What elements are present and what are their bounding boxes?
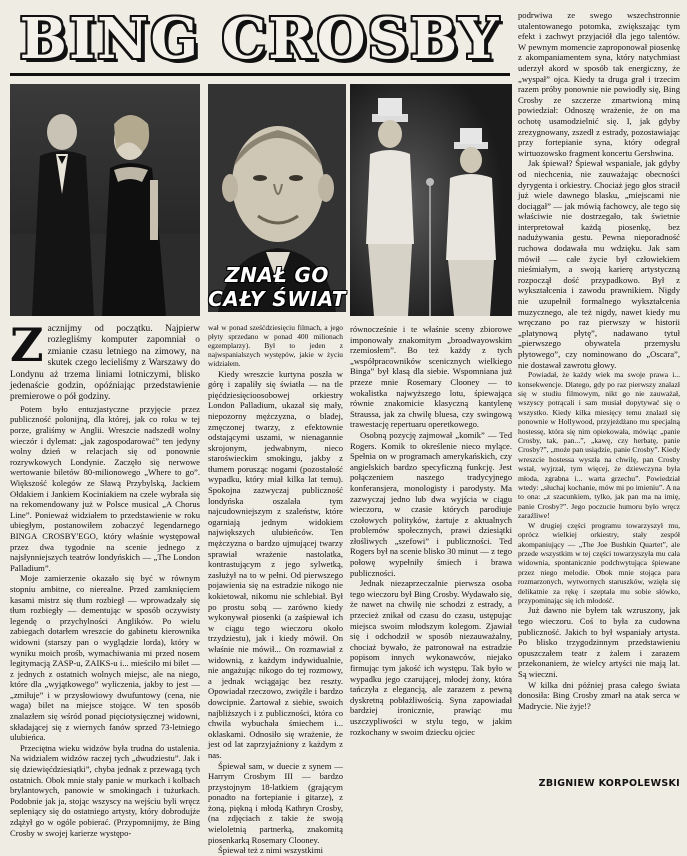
- article-column-1: [10, 318, 200, 838]
- photo-stage-duo: [350, 84, 512, 316]
- paragraph: Jak śpiewał? Śpiewał wspaniale, jak gdyby od niechcenia, nie zauważając obecności dyrygenta i orkiestry. Chociaż jego głos stracił już wiele dawnego blasku, „miejscami nie dociągał” — jak mówią fachowcy, ale tego się właściwie nie dostrzegało, tak świetnie interpretował każdą piosenkę, bez nadużywania gestu. Pewna nieporadność ruchowa dodawała mu wdzięku. Jak sam mówił — całe życie był człowiekiem nieśmiałym, a swoją karierę artystyczną rozpoczął dość przypadkowo. Był z wykształcenia i zawodu prawnikiem. Nigdy nie uzupełnił formalnego wykształcenia muzycznego, ale też nigdy, nawet kiedy mu wręczano po raz pierwszy w historii „platynową płytę”, nadawano tytuł „pierwszego obywatela przemysłu płytowego”, czy nominowano do „Oscara”, nie dostawał zawrotu głowy.: [518, 158, 680, 370]
- drop-cap: Z: [10, 318, 44, 372]
- author-signature: ZBIGNIEW KORPOLEWSKI: [538, 778, 680, 789]
- paragraph: Moje zamierzenie okazało się być w równym stopniu ambitne, co nierealne. Przed zamknięciem kasami mistrz się tłum rozbiegł — wprowadzały się tłum rozbiegły — dementując w sposób oczywisty legendę o przychylności Anglików. Po wielu zabiegach dotarłem wreszcie do gabinetu kierownika widowni (starszy pan o wyglądzie lorda), który w wyniku moich prośb, wymachiwania mi przed nosem legitymacją ZASP-u, ZAIKS-u i... mieściło mi bilet — z jednych z ostatnich wolnych miejsc, ale na niego, które dla „wyjątkowego” wyliczenia, jakby to jest — „zmiłuje” i w przysłowiowy dwufuntowy (cena, nie waga) bilet na miejsce stojące. W ten sposób znalazłem się wśród ponad pięciotysięcznej widowni, składającej się z wiernych fanów sprzed 73-letniego ulubieńca.: [10, 573, 200, 743]
- paragraph: Osobną pozycję zajmował „komik” — Ted Rogers. Komik to określenie nieco mylące. Spełnia on w programach amerykańskich, czy angielskich bardzo specyficzną funkcję. Jest połączeniem naszego tradycyjnego konferansjera, monologisty i parodysty. Ma zazwyczaj jedno lub dwa wyjścia w ciągu wieczoru, w czasie których parodiuje czołowych polityków, żartuje z aktualnych problemów społecznych, prawi dziesiątki złośliwych „szefowi” i publiczności. Ted Rogers był na scenie blisko 30 minut — z tego połowę wypełniły śmiech i brawa publiczności.: [350, 429, 512, 578]
- stage-photo-image: [350, 84, 512, 316]
- headline-line-1: ZNAŁ GO: [225, 263, 329, 287]
- paragraph: Śpiewał też z nimi wszystkimi: [218, 845, 324, 856]
- paragraph: W drugiej części programu towarzyszył mu, oprócz wielkiej orkiestry, stały zespół akompaniujący — „The Joe Bushkin Quartet”, ale przede wszystkim w tej części towarzyszyła mu cała widownia, spontanicznie podchwytująca śpiewane przez niego melodie. Obok mnie stojąca para rozmarzonych, wytwornych staruszków, wzięła się delikatnie za rękę i szeptała mu sobie słówko, przypominając się ich młodość.: [518, 520, 680, 605]
- paragraph: W kilka dni później prasa całego świata donosiła: Bing Crosby zmarł na atak serca w Madrycie. Nie żyje!?: [518, 679, 680, 711]
- lead-text: acznijmy od początku. Najpierw rozlegliśmy komputer zapomniał o zmianie czasu letniego na zimowy, na skutek czego lecieliśmy z Warszawy do Londynu aż trzema liniami lotniczymi, blisko jedenaście godzin, opóźniając przedstawienie premierowe o pół godziny.: [10, 324, 200, 403]
- paragraph: Kiedy wreszcie kurtyna poszła w górę i zapaliły się światła — na tle pięćdziesięcioosobowej orkiestry London Palladium, ukazał się mały, niepozorny mężczyzna, o bladej, zmęczonej twarzy, z efektownie odstającymi uszami, w nienagannie skrojonym, jedwabnym, nieco staroświeckim smokingu, jakby z tłumem porusząc nogami (pozostałość wypadku, który miał kilka lat temu). Spokojna zazwyczaj publiczność londyńska oszalała tym najcudowniejszym z szaleństw, które ogarniają jednym widokiem największych ulubieńców. Ten mężczyzna o bardzo ujmującej twarzy sprawiał wrażenie nastolatka, kontrastującym z jego sylwetką, zasłużył na to w pełni. Od pierwszego pojawienia się na estradzie nikogo nie kokietował, nikomu nie schlebiał. Był po prostu sobą — zarówno kiedy wykonywał piosenki (a zaśpiewał ich w ciągu tego wieczoru około trzydziestu), jak i kiedy mówił. On właśnie nie mówił... On rozmawiał z widownią, z każdym indywidualnie, nie angażując nikogo do tej rozmowy, a jednak wciągając bez reszty. Opowiadał rzeczowo, zwięźle i bardzo dowcipnie. Żartował z siebie, swoich najbliższych i z publiczności, która co chwila wybuchała śmiechem i... oklaskami. Odnosiło się wrażenie, że jest od lat zaprzyjaźniony z każdym z nas.: [208, 368, 343, 760]
- headline: [208, 263, 346, 317]
- paragraph: Powiadał, że każdy wiek ma swoje prawa i... konsekwencje. Dlatego, gdy po raz pierwszy znalazł się w studiu filmowym, nikt go nie zauważał, wszyscy potrącali i sam musiał dopytywać się o wszystko. Kiedy kilka miesięcy temu znalazł się ponownie w Hollywood, przyjeżdżano mu specjalną hostessę, która się nim opiekowała, mówiąc „panie Crosby, tak, pan...”, „kawę, czy herbatę, panie Crosby?”, „może pan usiądzie, panie Crosby”. Kiedy wreszcie hostessa wyszła na chwilę, pan Crosby wstał, wyjrzał, tym więcej, że dziewczyna była młoda, zgrabna i... warta grzechu”. Powiedział wtedy: „słuchaj kochanie, mów mi po imieniu”. A na to ona: „z szacunkiem, tylko, jak pan ma na imię, panie Crosby?”. Jego poczucie humoru było wręcz zaraźliwe!: [518, 370, 680, 521]
- paragraph: Już dawno nie byłem tak wzruszony, jak tego wieczoru. Coś to była za cudowna publiczność. Jakich to był wspaniały artysta. Po blisko trzygodzinnym przedstawieniu opuszczałem teatr z żalem i zarazem przekonaniem, że wielcy artyści nie mają lat. Są wieczni.: [518, 605, 680, 679]
- paragraph: Jednak niezaprzeczalnie pierwsza osoba tego wieczoru był Bing Crosby. Wydawało się, że nawet na chwilę nie schodzi z estrady, a przecież znikał od czasu do czasu, ustępując miejsca swoim młodszym kolegom. Zjawiał się i odchodził w sposób niezauważalny, chociaż bywało, że patronował na estradzie popisom innych wykonawców, niejako firmując tym jakość ich występu. Tak było w wypadku jego czarującej, młodej żony, która tańczyła z elegancją, ale zarazem z pewną dyskretną pobłażliwością. Syna zapowiadał bardziej ironicznie, prawiąc mu uszczypliwości w stylu tego, w jakim rozkochany w swoim dziecku ojciec: [350, 578, 512, 737]
- masthead: [10, 6, 510, 76]
- photo-couple: [10, 84, 200, 316]
- headline-line-2: CAŁY ŚWIAT: [208, 287, 346, 311]
- article-column-2: [208, 323, 343, 856]
- lead-paragraph: [10, 318, 200, 404]
- paragraph: Potem było entuzjastyczne przyjęcie przez publiczność polonijną, dla której, jak co roku w tej porze, graliśmy w Anglii. Wreszcie nadszedł wolny wieczór i dylemat: „jak zagospodarować” ten jedyny wolny dzień w relacjach się od ponownie rozrywkowych Londynie. Zaczęło się nerwowe wertowanie biletów 80-milionowego „Where to go”. Większość kolegów ze Sławą Przybylską, Jackiem Ołdakiem i Jankiem Kociniakiem na czele wybrała się na rekomendowany już w Polsce musical „A Chorus Line”. Ponieważ widziałem to przedstawienie w roku ubiegłym, postanowiłem zobaczyć legendarnego BINGA CROSBY'EGO, który właśnie występował przez dwa tygodnie na scenie jednego z najsłynniejszych teatrów londyńskich — „The London Palladium”.: [10, 403, 200, 573]
- article-title: BING CROSBY: [10, 6, 510, 72]
- continuation-paragraph: wał w ponad sześćdziesięciu filmach, a jego płyty sprzedano w ponad 400 milionach egzemplarzy). Był to jeden z najwspanialszych występów, jakie w życiu widziałem.: [208, 323, 343, 368]
- paragraph: równocześnie i te właśnie sceny zbiorowe imponowały znakomitym „broadwayowskim rzemiosłem”. Bo też każdy z tych „współpracowników scenicznych wielkiego Binga” był klasą dla siebie. Wspomniana już przeze mnie Rosemary Clooney — to wokalistka najwyższego lotu, śpiewająca równie znakomicie klasyczną kantylenę Straussa, jak za chwilę bluesa, czy swingową trawestację repertuaru operetkowego.: [350, 324, 512, 430]
- paragraph: Śpiewał sam, w duecie z synem — Harrym Crosbym III — bardzo przystojnym 18-latkiem (grającym ponadto na fortepianie i gitarze), z żoną, piękną i młodą Kathryn Crosby, (na zdjęciach z takie że swoją wieloletnią partnerką, znakomitą piosenkarką Rosemary Clooney.: [208, 760, 343, 845]
- article-column-4: [518, 10, 680, 794]
- paragraph: Przeciętna wieku widzów była trudna do ustalenia. Na widzialem widzów raczej tych „dwudziestu”. Jak i się dziewięćdziesiątki”, chyba jednak z przewagą tych ostatnich. Obok mnie stały panie w murkach i kolbach brylantowych, panowie w smokingach i tużurkach. Podobnie jak ja, stojąc wszyscy na wejściu byli wręcz sepleniący się do ostatniego artysty, który dobrodujże zdążył go w ogóle pobierać. (Przypomnijmy, że Bing Crosby w swojej karierze występo-: [10, 742, 200, 838]
- couple-photo-image: [10, 84, 200, 316]
- photo-portrait: [208, 84, 346, 312]
- article-column-3: [350, 324, 512, 794]
- paragraph: podrwiwa ze swego wszechstronnie utalentowanego potomka, zwiększając tym efekt i zachwyt przyjaciół dla jego talentów. W pewnym momencie zaproponował piosenkę z akompaniamentem syna, który natychmiast uderzył akord w sposób tak energiczny, że „wyspał” ojca. Kiedy ta druga grał i trzecim razem próby ponownie nie powiodły się, Bing Crosby ze szczerze zmartwioną miną powiedział: Odnoszę wrażenie, że on ma ochotę usamodzielnić się. I, jak gdyby zrezygnowany, zszedł z estrady, pozostawiając przy fortepianie syna, który odegrał wirtuozowsko fragment koncertu Gershwina.: [518, 10, 680, 158]
